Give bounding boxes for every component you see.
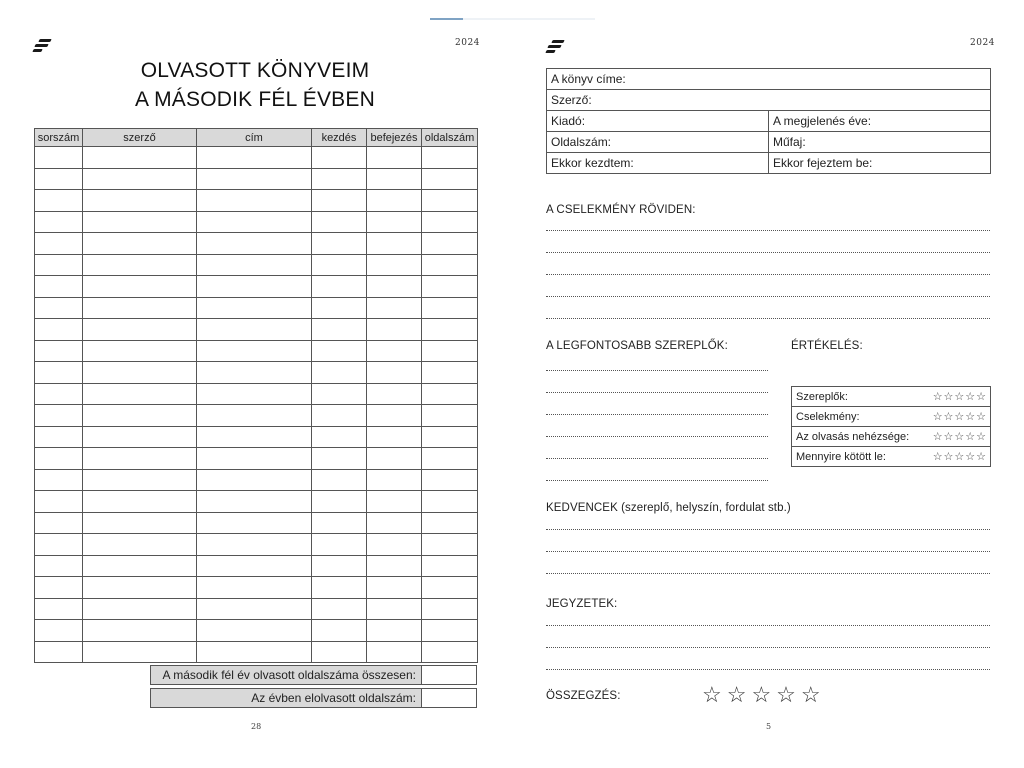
notes-line[interactable] <box>546 625 990 626</box>
table-cell[interactable] <box>35 620 83 642</box>
table-cell[interactable] <box>197 297 312 319</box>
summary-year-row <box>150 688 477 708</box>
table-cell[interactable] <box>83 577 197 599</box>
table-cell[interactable] <box>367 211 422 233</box>
table-cell[interactable] <box>197 426 312 448</box>
table-cell[interactable] <box>312 469 367 491</box>
table-cell[interactable] <box>35 190 83 212</box>
table-cell[interactable] <box>83 598 197 620</box>
plot-heading: A CSELEKMÉNY RÖVIDEN: <box>546 204 696 216</box>
table-row <box>35 233 478 255</box>
table-cell[interactable] <box>367 297 422 319</box>
page-title-line-2: A MÁSODIK FÉL ÉVBEN <box>135 88 375 111</box>
table-cell[interactable] <box>312 340 367 362</box>
table-cell[interactable] <box>197 211 312 233</box>
table-cell[interactable] <box>312 426 367 448</box>
table-cell[interactable] <box>35 383 83 405</box>
finished-field[interactable]: Ekkor fejeztem be: <box>769 153 991 174</box>
table-cell[interactable] <box>422 641 478 663</box>
table-cell[interactable] <box>35 534 83 556</box>
table-row <box>35 190 478 212</box>
table-cell[interactable] <box>35 340 83 362</box>
col-header-pages: oldalszám <box>422 129 478 147</box>
table-cell[interactable] <box>367 147 422 169</box>
table-cell[interactable] <box>197 190 312 212</box>
plot-line[interactable] <box>546 296 990 297</box>
table-cell[interactable] <box>422 405 478 427</box>
plot-line[interactable] <box>546 318 990 319</box>
notes-line[interactable] <box>546 669 990 670</box>
table-cell[interactable] <box>83 276 197 298</box>
table-cell[interactable] <box>422 168 478 190</box>
table-row <box>35 598 478 620</box>
table-cell[interactable] <box>83 491 197 513</box>
table-row <box>35 340 478 362</box>
table-cell[interactable] <box>367 233 422 255</box>
started-field[interactable]: Ekkor kezdtem: <box>547 153 769 174</box>
table-cell[interactable] <box>35 512 83 534</box>
books-table-header <box>35 129 478 147</box>
table-row <box>35 383 478 405</box>
rating-stars[interactable]: ☆☆☆☆☆ <box>917 407 991 427</box>
summary-heading: ÖSSZEGZÉS: <box>546 690 621 702</box>
characters-line[interactable] <box>546 436 768 437</box>
table-cell[interactable] <box>83 362 197 384</box>
table-cell[interactable] <box>35 233 83 255</box>
table-cell[interactable] <box>83 405 197 427</box>
table-cell[interactable] <box>367 254 422 276</box>
table-cell[interactable] <box>197 147 312 169</box>
table-cell[interactable] <box>367 512 422 534</box>
table-cell[interactable] <box>422 577 478 599</box>
col-header-start: kezdés <box>312 129 367 147</box>
table-cell[interactable] <box>422 448 478 470</box>
year-label: 2024 <box>970 38 995 48</box>
table-cell[interactable] <box>422 319 478 341</box>
summary-half-year-field[interactable] <box>422 665 477 685</box>
table-cell[interactable] <box>422 362 478 384</box>
table-cell[interactable] <box>422 534 478 556</box>
rating-label: Szereplők: <box>792 387 917 407</box>
table-cell[interactable] <box>197 340 312 362</box>
table-cell[interactable] <box>35 555 83 577</box>
col-header-title: cím <box>197 129 312 147</box>
plot-line[interactable] <box>546 230 990 231</box>
table-cell[interactable] <box>197 405 312 427</box>
table-cell[interactable] <box>35 362 83 384</box>
page-count-field[interactable]: Oldalszám: <box>547 132 769 153</box>
table-row <box>35 491 478 513</box>
table-cell[interactable] <box>367 641 422 663</box>
table-row <box>35 577 478 599</box>
table-cell[interactable] <box>197 620 312 642</box>
table-cell[interactable] <box>197 555 312 577</box>
rating-stars[interactable]: ☆☆☆☆☆ <box>917 447 991 467</box>
table-cell[interactable] <box>197 469 312 491</box>
rating-row <box>792 407 991 427</box>
table-cell[interactable] <box>83 319 197 341</box>
table-cell[interactable] <box>197 233 312 255</box>
table-cell[interactable] <box>422 147 478 169</box>
table-cell[interactable] <box>83 340 197 362</box>
table-cell[interactable] <box>35 168 83 190</box>
notes-line[interactable] <box>546 647 990 648</box>
table-cell[interactable] <box>367 598 422 620</box>
table-cell[interactable] <box>312 620 367 642</box>
table-cell[interactable] <box>83 534 197 556</box>
right-page <box>512 0 1024 768</box>
table-cell[interactable] <box>367 190 422 212</box>
table-cell[interactable] <box>83 555 197 577</box>
table-cell[interactable] <box>367 383 422 405</box>
characters-line[interactable] <box>546 480 768 481</box>
table-cell[interactable] <box>35 147 83 169</box>
brand-logo <box>33 39 53 53</box>
book-info-table <box>546 68 991 174</box>
plot-line[interactable] <box>546 252 990 253</box>
genre-field[interactable]: Műfaj: <box>769 132 991 153</box>
table-cell[interactable] <box>83 190 197 212</box>
summary-star-rating[interactable]: ☆☆☆☆☆ <box>702 682 826 707</box>
table-cell[interactable] <box>312 319 367 341</box>
table-row <box>35 276 478 298</box>
page-title <box>80 56 430 114</box>
table-cell[interactable] <box>83 620 197 642</box>
table-cell[interactable] <box>35 598 83 620</box>
col-header-author: szerző <box>83 129 197 147</box>
rating-heading: ÉRTÉKELÉS: <box>791 340 863 352</box>
rating-stars[interactable]: ☆☆☆☆☆ <box>917 427 991 447</box>
col-header-number: sorszám <box>35 129 83 147</box>
characters-line[interactable] <box>546 392 768 393</box>
table-cell[interactable] <box>422 297 478 319</box>
page-title-line-1: OLVASOTT KÖNYVEIM <box>140 59 370 82</box>
characters-heading: A LEGFONTOSABB SZEREPLŐK: <box>546 340 728 352</box>
table-cell[interactable] <box>422 276 478 298</box>
table-cell[interactable] <box>312 512 367 534</box>
table-cell[interactable] <box>83 211 197 233</box>
table-row <box>35 254 478 276</box>
table-row <box>35 405 478 427</box>
table-cell[interactable] <box>83 641 197 663</box>
table-cell[interactable] <box>83 512 197 534</box>
table-cell[interactable] <box>422 340 478 362</box>
table-row <box>35 319 478 341</box>
table-row <box>35 147 478 169</box>
table-cell[interactable] <box>83 297 197 319</box>
table-cell[interactable] <box>197 491 312 513</box>
release-year-field[interactable]: A megjelenés éve: <box>769 111 991 132</box>
table-cell[interactable] <box>35 254 83 276</box>
table-cell[interactable] <box>422 512 478 534</box>
table-cell[interactable] <box>197 254 312 276</box>
table-cell[interactable] <box>422 426 478 448</box>
characters-line[interactable] <box>546 458 768 459</box>
page-number: 28 <box>251 722 262 731</box>
book-title-field[interactable]: A könyv címe: <box>547 69 991 90</box>
table-cell[interactable] <box>197 362 312 384</box>
table-cell[interactable] <box>35 426 83 448</box>
books-table <box>34 128 478 663</box>
table-cell[interactable] <box>312 491 367 513</box>
rating-row <box>792 447 991 467</box>
author-field[interactable]: Szerző: <box>547 90 991 111</box>
table-row <box>35 297 478 319</box>
table-cell[interactable] <box>422 598 478 620</box>
table-row <box>35 426 478 448</box>
brand-logo <box>546 40 566 54</box>
table-cell[interactable] <box>367 491 422 513</box>
table-cell[interactable] <box>197 168 312 190</box>
year-label: 2024 <box>455 38 480 48</box>
table-cell[interactable] <box>312 254 367 276</box>
table-cell[interactable] <box>312 276 367 298</box>
rating-row <box>792 387 991 407</box>
table-cell[interactable] <box>197 383 312 405</box>
table-cell[interactable] <box>312 168 367 190</box>
table-cell[interactable] <box>422 211 478 233</box>
table-cell[interactable] <box>83 147 197 169</box>
table-cell[interactable] <box>35 641 83 663</box>
table-cell[interactable] <box>367 577 422 599</box>
table-row <box>35 555 478 577</box>
table-cell[interactable] <box>197 534 312 556</box>
table-cell[interactable] <box>312 405 367 427</box>
table-cell[interactable] <box>312 190 367 212</box>
rating-label: Az olvasás nehézsége: <box>792 427 917 447</box>
table-cell[interactable] <box>35 469 83 491</box>
table-cell[interactable] <box>312 448 367 470</box>
rating-stars[interactable]: ☆☆☆☆☆ <box>917 387 991 407</box>
table-cell[interactable] <box>35 405 83 427</box>
table-cell[interactable] <box>312 233 367 255</box>
table-cell[interactable] <box>367 168 422 190</box>
table-cell[interactable] <box>312 362 367 384</box>
table-cell[interactable] <box>367 426 422 448</box>
table-row <box>35 211 478 233</box>
table-cell[interactable] <box>197 641 312 663</box>
rating-label: Mennyire kötött le: <box>792 447 917 467</box>
table-cell[interactable] <box>367 469 422 491</box>
table-cell[interactable] <box>35 211 83 233</box>
table-row <box>35 448 478 470</box>
table-cell[interactable] <box>35 297 83 319</box>
summary-year-label: Az évben elolvasott oldalszám: <box>150 688 422 708</box>
notes-heading: JEGYZETEK: <box>546 598 618 610</box>
table-cell[interactable] <box>83 469 197 491</box>
table-cell[interactable] <box>312 555 367 577</box>
table-row <box>35 168 478 190</box>
table-cell[interactable] <box>367 448 422 470</box>
table-cell[interactable] <box>422 254 478 276</box>
table-cell[interactable] <box>367 555 422 577</box>
rating-table <box>791 386 991 467</box>
publisher-field[interactable]: Kiadó: <box>547 111 769 132</box>
table-cell[interactable] <box>83 233 197 255</box>
table-cell[interactable] <box>367 319 422 341</box>
table-cell[interactable] <box>197 448 312 470</box>
table-row <box>35 620 478 642</box>
table-cell[interactable] <box>367 340 422 362</box>
table-cell[interactable] <box>197 512 312 534</box>
table-row <box>35 641 478 663</box>
table-cell[interactable] <box>197 319 312 341</box>
summary-half-year-row <box>150 665 477 685</box>
summary-half-year-label: A második fél év olvasott oldalszáma összesen: <box>150 665 422 685</box>
table-cell[interactable] <box>35 577 83 599</box>
page-number: 5 <box>766 722 772 731</box>
table-cell[interactable] <box>83 168 197 190</box>
table-cell[interactable] <box>312 211 367 233</box>
table-cell[interactable] <box>422 469 478 491</box>
table-cell[interactable] <box>422 555 478 577</box>
table-cell[interactable] <box>83 448 197 470</box>
favorites-line[interactable] <box>546 573 990 574</box>
table-cell[interactable] <box>35 319 83 341</box>
table-cell[interactable] <box>83 383 197 405</box>
table-cell[interactable] <box>197 577 312 599</box>
table-cell[interactable] <box>367 276 422 298</box>
characters-line[interactable] <box>546 370 768 371</box>
table-cell[interactable] <box>312 147 367 169</box>
rating-label: Cselekmény: <box>792 407 917 427</box>
table-cell[interactable] <box>312 534 367 556</box>
table-cell[interactable] <box>422 491 478 513</box>
table-cell[interactable] <box>367 362 422 384</box>
characters-line[interactable] <box>546 414 768 415</box>
table-cell[interactable] <box>422 620 478 642</box>
table-cell[interactable] <box>35 448 83 470</box>
table-cell[interactable] <box>367 534 422 556</box>
table-cell[interactable] <box>422 190 478 212</box>
summary-year-field[interactable] <box>422 688 477 708</box>
rating-row <box>792 427 991 447</box>
favorites-heading: KEDVENCEK (szereplő, helyszín, fordulat stb.) <box>546 502 791 514</box>
table-cell[interactable] <box>83 254 197 276</box>
table-cell[interactable] <box>197 276 312 298</box>
table-cell[interactable] <box>35 276 83 298</box>
favorites-line[interactable] <box>546 551 990 552</box>
table-cell[interactable] <box>312 598 367 620</box>
table-row <box>35 534 478 556</box>
table-cell[interactable] <box>312 641 367 663</box>
table-cell[interactable] <box>422 233 478 255</box>
col-header-finish: befejezés <box>367 129 422 147</box>
plot-line[interactable] <box>546 274 990 275</box>
table-cell[interactable] <box>367 405 422 427</box>
table-cell[interactable] <box>312 383 367 405</box>
table-cell[interactable] <box>312 577 367 599</box>
table-row <box>35 469 478 491</box>
table-row <box>35 512 478 534</box>
table-cell[interactable] <box>422 383 478 405</box>
table-cell[interactable] <box>83 426 197 448</box>
table-cell[interactable] <box>367 620 422 642</box>
table-cell[interactable] <box>35 491 83 513</box>
table-row <box>35 362 478 384</box>
table-cell[interactable] <box>312 297 367 319</box>
table-cell[interactable] <box>197 598 312 620</box>
favorites-line[interactable] <box>546 529 990 530</box>
